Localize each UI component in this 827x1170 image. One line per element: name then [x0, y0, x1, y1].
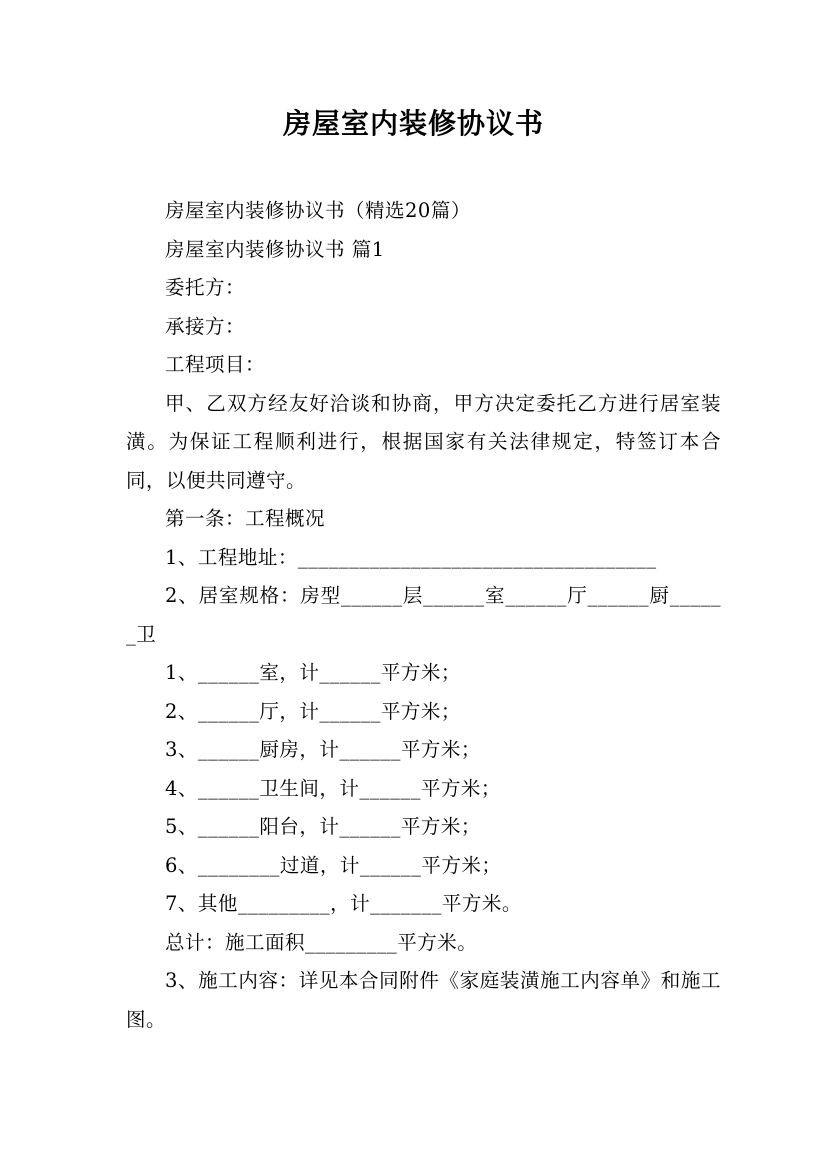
paragraph-subtitle: 房屋室内装修协议书（精选20篇）: [165, 199, 471, 222]
paragraph-room-4: 4、______卫生间，计______平方米；: [165, 776, 501, 800]
paragraph-room-5: 5、______阳台，计______平方米；: [165, 815, 481, 838]
paragraph-project: 工程项目：: [165, 353, 266, 376]
paragraph-intro: 甲、乙双方经友好洽谈和协商，甲方决定委托乙方进行居室装潢。为保证工程顺利进行，根据国家有关法律规定，特签订本合同，以便共同遵守。: [126, 391, 721, 492]
paragraph-client: 委托方：: [165, 276, 246, 299]
paragraph-room-3: 3、______厨房，计______平方米；: [165, 738, 481, 761]
paragraph-total-area: 总计：施工面积_________平方米。: [165, 930, 478, 954]
paragraph-room-6: 6、________过道，计______平方米；: [165, 853, 502, 877]
paragraph-room-spec: 2、居室规格：房型______层______室______厅______厨______卫: [126, 584, 721, 646]
paragraph-room-2: 2、______厅，计______平方米；: [165, 699, 461, 723]
paragraph-construction-content: 3、施工内容：详见本合同附件《家庭装潢施工内容单》和施工图。: [126, 969, 721, 1031]
paragraph-contractor: 承接方：: [165, 314, 246, 338]
paragraph-room-1: 1、______室，计______平方米；: [165, 661, 461, 684]
document-body: [126, 192, 721, 1039]
paragraph-room-7: 7、其他_________，计_______平方米。: [165, 892, 522, 915]
paragraph-section-heading: 房屋室内装修协议书 篇1: [165, 237, 385, 261]
paragraph-article-one: 第一条：工程概况: [165, 507, 326, 530]
paragraph-address: 1、工程地址：___________________________________: [165, 545, 657, 569]
document-title: 房屋室内装修协议书: [282, 107, 544, 140]
